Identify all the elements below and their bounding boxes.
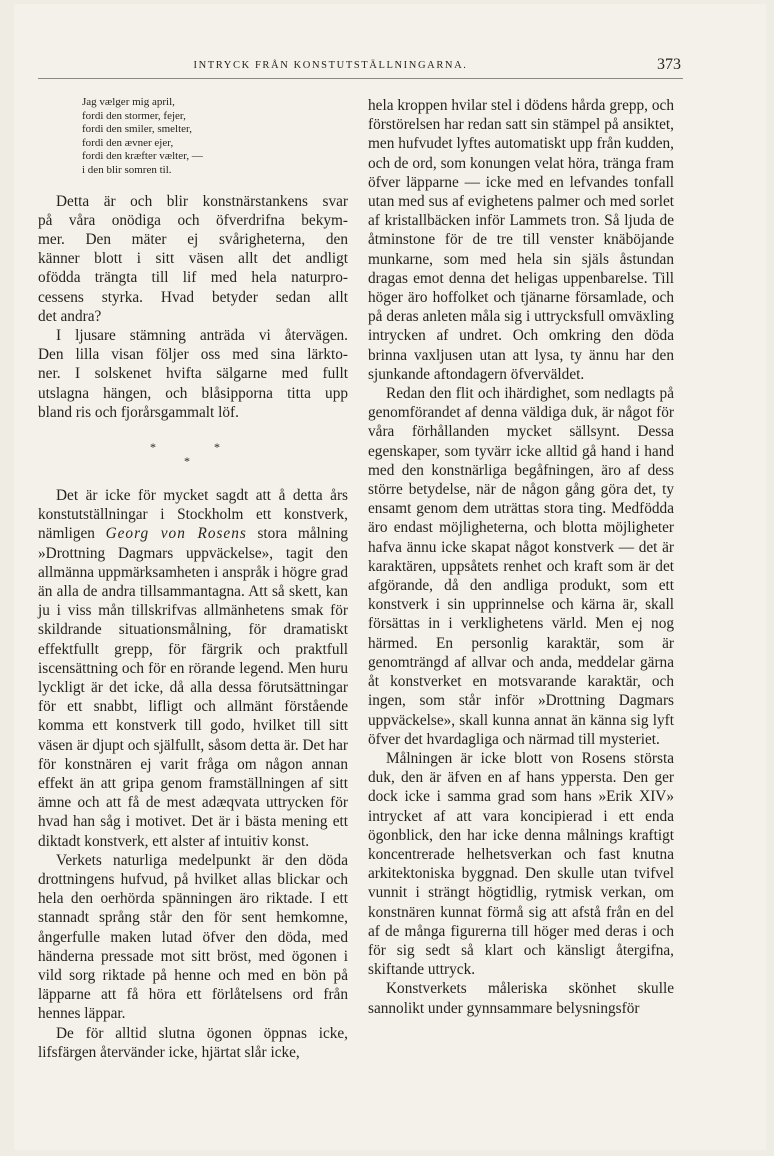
paragraph: Målningen är icke blott von Rosens största duk, den är äfven en af hans yppersta. Den ger dock icke i samma grad som hans »Erik XIV» intrycket af att vara koncipierad i ett enda ögonblick, den har icke denna målnings kraftigt koncentrerade helhetsverkan och fast knutna arkitektoniska byggnad. Den skulle utan tvifvel vunnit i strängt högtidlig, rytmisk verkan, om konstnären kunnat förmå sig att afstå från en del af de många figurerna till höger med deras i och för sig sedt så klart och känsligt återgifna, skiftande uttryck. (368, 749, 674, 979)
paragraph-text: Det är icke för mycket sagdt att å detta års konstutställningar i Stockholm ett konstverk, nämligen (38, 487, 348, 543)
asterism-star: * (214, 440, 220, 454)
text-line: mer. Den mäter ej svårigheterna, den (38, 230, 348, 248)
paragraph: hela kroppen hvilar stel i dödens hårda grepp, och förstörelsen har redan satt sin stämpel på ansiktet, men hufvudet lyftes automatiskt upp från kudden, och de ord, som konungen velat höra, tränga fram öfver läpparne — icke med en lefvandes tonfall utan med sus af evighetens palmer och med sorlet af kristallbäcken inför Lammets tron. Så ljuda de åtminstone för de tre till venster knäböjande munkarne, som med hela sin själs åstundan dragas emot denna det heligas uppenbarelse. Till höger äro hoffolket och tjänarne församlade, och på deras anleten måla sig i uttrycksfull omväxling intrycken af undret. Och omkring den döda brinna vaxljusen utan att lysa, ty ännu har den sjunkande aftondagern öfverväldet. (368, 97, 674, 383)
asterism-star: * (150, 440, 156, 454)
poem-line: i den blir somren til. (82, 163, 172, 176)
closing-passage (38, 192, 348, 422)
text-line: Den lilla visan följer oss med sina lärkto- (38, 346, 348, 364)
header-title: INTRYCK FRÅN KONSTUTSTÄLLNINGARNA. (193, 60, 468, 71)
paragraph (38, 486, 348, 851)
text-line: känner blott i sitt väsen allt det andligt (38, 250, 348, 268)
poem-line: fordi den smiler, smelter, (82, 123, 193, 136)
text-line: Detta är och blir konstnärstankens svar (56, 192, 348, 210)
paragraph: De för alltid slutna ögonen öppnas icke, lifsfärgen återvänder icke, hjärtat slår icke, (38, 1024, 348, 1061)
poem (38, 96, 348, 178)
text-line: ofödda trängta till lif med hela naturpro- (38, 269, 348, 287)
running-header (38, 56, 683, 79)
text-line: utslagna hängen, och blåsipporna titta upp (38, 384, 348, 402)
poem-line: fordi den kræfter vælter, — (82, 150, 203, 163)
text-line: det andra? (38, 307, 102, 325)
paragraph: Konstverkets måleriska skönhet skulle sannolikt under gynnsammare belysningsför (368, 980, 674, 1017)
section-divider (38, 428, 348, 486)
right-column (368, 96, 674, 1018)
text-line: cessens styrka. Hvad betyder sedan allt (38, 288, 348, 306)
paragraph-text: stora målning »Drottning Dagmars uppväckelse», tagit den allmänna uppmärksamheten i anspråk i högre grad än alla de andra tillsammantagna. Att så skett, kan ju i viss mån tillskrifvas allmänhetens smak för skildrande situationsmålning, för dramatiskt effektfullt grepp, för färgrik och praktfull iscensättning och för en rörande legend. Men huru lyckligt är det icke, då alla dessa förutsättningar för ett snabbt, lifligt och allmänt förstående komma ett konstverk till godo, hvilket till sitt väsen är djupt och själfullt, såsom detta är. Det har för konstnären ej varit fråga om någon annan effekt än att gripa genom framställningen af sitt ämne och att få de mest adæqvata uttrycken för hvad han såg i motivet. Det är i bästa mening ett diktadt konstverk, ett alster af intuitiv konst. (38, 525, 348, 850)
left-column (38, 96, 348, 1062)
page-number: 373 (657, 56, 681, 73)
painter-name: Georg von Rosens (105, 525, 247, 543)
poem-line: fordi den ævner ejer, (82, 136, 174, 149)
poem-line: fordi den stormer, fejer, (82, 109, 186, 122)
text-line: bland ris och fjorårsgammalt löf. (38, 403, 239, 421)
text-line: ner. I solskenet hvifta sälgarne med fullt (38, 365, 348, 383)
poem-line: Jag vælger mig april, (82, 96, 175, 108)
text-line: I ljusare stämning anträda vi återvägen. (56, 326, 348, 344)
asterism-star: * (184, 454, 190, 468)
text-line: på våra onödiga och öfverdrifna bekym- (38, 211, 348, 229)
paragraph: Redan den flit och ihärdighet, som nedlagts på genomförandet af denna väldiga duk, är något för våra förhållanden mycket sällsynt. Dessa egenskaper, som tyvärr icke alltid gå hand i hand med den konstnärliga begåfningen, äro af dess större betydelse, när de någon gång göra det, ty ensamt genom dem uträttas stora ting. Medfödda äro endast möjligheterna, och blotta möjligheter hafva ännu icke skapat något konstverk — det är karaktären, uppsåtets renhet och kraft som är det afgörande, då den andliga produkt, som ett konstverk i sin upprinnelse och kärna är, skall försättas in i verklighetens värld. Men ej nog härmed. En personlig karaktär, som är genomträngd af allvar och anda, meddelar gärna åt konstverket en motsvarande karaktär, och ingen, som står inför »Drottning Dagmars uppväckelse», skall kunna annat än känna sig lyft öfver det hvardagliga och närmad till mysteriet. (368, 385, 674, 748)
paragraph: Verkets naturliga medelpunkt är den döda drottningens hufvud, på hvilket allas blickar och hela den oerhörda spänningen äro riktade. I ett stannadt språng står den för sent hemkomne, ångerfulle maken lutad öfver den döda, med händerna pressade mot sitt bröst, med ögonen i vild sorg riktade på henne och med en bön på läpparne att få höra ett förlåtelsens ord från hennes läppar. (38, 851, 348, 1023)
